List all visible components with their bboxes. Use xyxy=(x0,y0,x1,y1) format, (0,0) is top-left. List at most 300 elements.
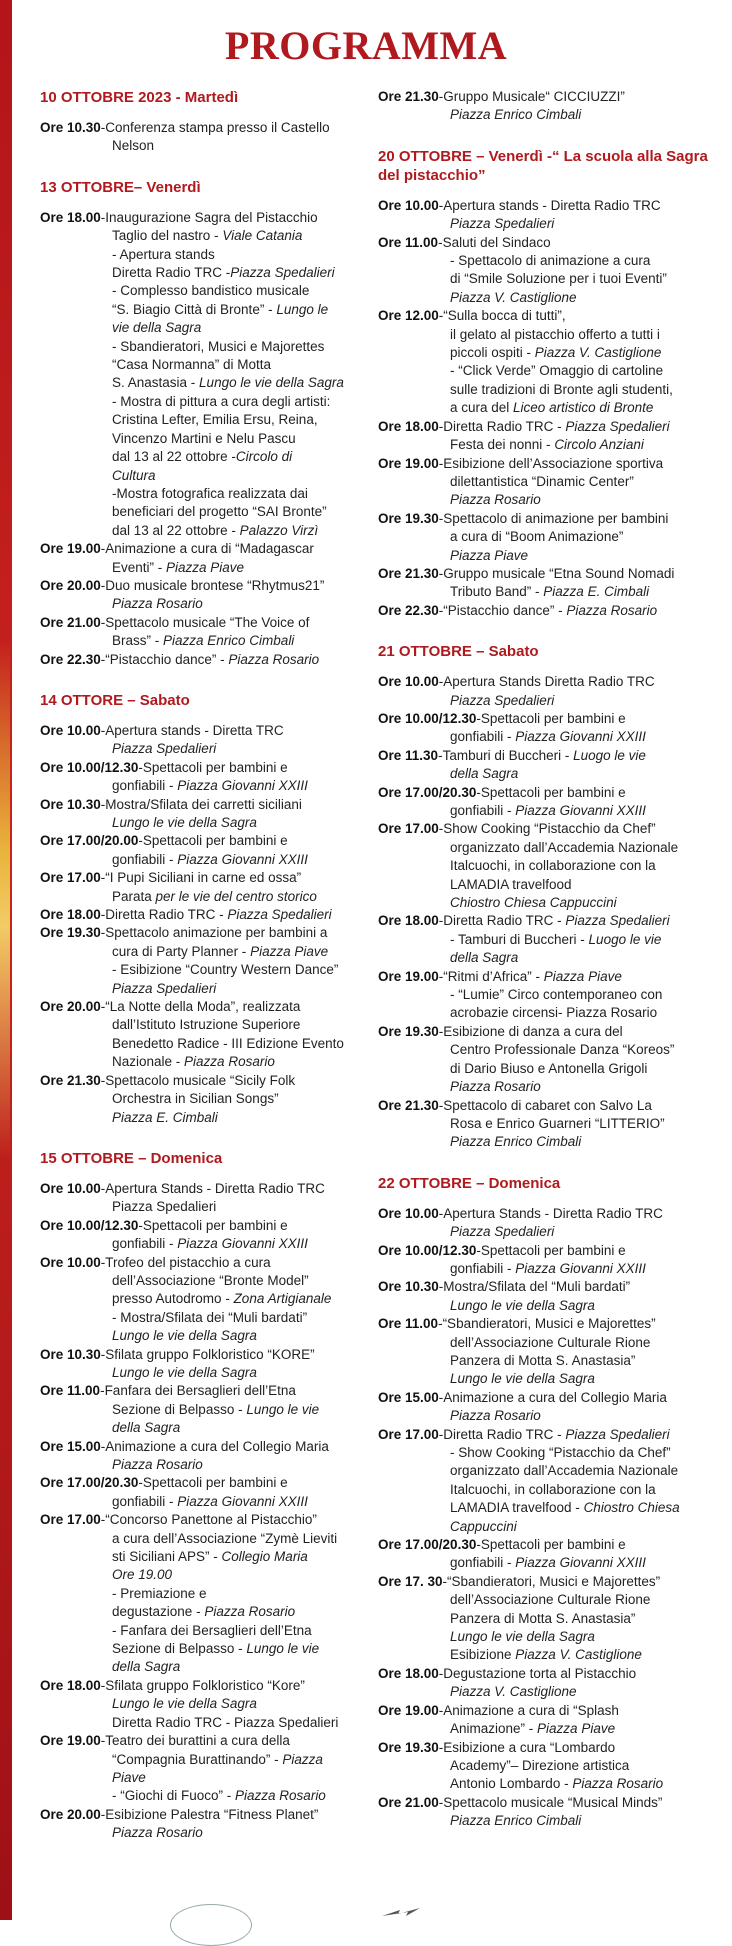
event-line xyxy=(450,362,708,380)
event-text: - “Lumie” Circo contemporaneo con xyxy=(450,987,663,1003)
event-text: Spettacolo di animazione per bambini xyxy=(443,510,669,526)
event-line xyxy=(450,1352,708,1370)
event-description xyxy=(105,869,370,887)
event-time: Ore 18.00 xyxy=(40,907,101,923)
left-column xyxy=(40,88,370,1843)
event-line xyxy=(450,1481,708,1499)
event-description xyxy=(443,565,708,583)
event-time: Ore 10.00/12.30 xyxy=(40,1217,139,1233)
event-line xyxy=(450,547,708,565)
event-time: Ore 17.00/20.30 xyxy=(378,1537,477,1553)
day-section xyxy=(40,88,370,156)
event-text: Sfilata gruppo Folkloristico “Kore” xyxy=(105,1677,305,1693)
event-place: Piave xyxy=(112,1769,146,1785)
event-description xyxy=(450,252,708,270)
event-line xyxy=(450,1004,708,1022)
event-place: Piazza Giovanni XXIII xyxy=(515,1260,646,1276)
event-description xyxy=(112,227,370,245)
event-line: Ore 10.00 - Apertura Stands Diretta Radio TRC xyxy=(378,673,708,691)
event-description xyxy=(112,1364,370,1382)
event-text: Apertura Stands - Diretta Radio TRC xyxy=(105,1180,325,1196)
event-time: Ore 17.00/20.30 xyxy=(40,1475,139,1491)
event-line xyxy=(112,777,370,795)
event-place: Piazza Rosario xyxy=(204,1604,296,1620)
event-time: Ore 10.00 xyxy=(378,674,439,690)
event-description xyxy=(112,1530,370,1548)
event-place: Piazza Giovanni XXIII xyxy=(515,729,646,745)
event-description xyxy=(112,632,370,650)
event-text: Sezione di Belpasso - xyxy=(112,1641,247,1657)
event-time: Ore 10.00 xyxy=(40,1180,101,1196)
event-description xyxy=(105,906,370,924)
event-description xyxy=(443,912,708,930)
event-description xyxy=(105,1382,370,1400)
event-description xyxy=(112,851,370,869)
event-text: Animazione” - xyxy=(450,1721,538,1737)
page-title: PROGRAMMA xyxy=(224,23,508,68)
event-place: Piazza Enrico Cimbali xyxy=(450,1134,582,1150)
event-place: Piazza Piave xyxy=(543,968,622,984)
event-place: Piazza Piave xyxy=(537,1721,616,1737)
event-text: Spettacolo animazione per bambini a xyxy=(105,925,328,941)
event-description xyxy=(443,1205,708,1223)
event-line xyxy=(450,326,708,344)
event-description xyxy=(443,510,708,528)
event-description xyxy=(450,1499,708,1517)
event-line: Ore 11.00 - Saluti del Sindaco xyxy=(378,234,708,252)
event-line: Ore 12.00 - “Sulla bocca di tutti”, xyxy=(378,307,708,325)
event-time: Ore 19.00 xyxy=(40,1733,101,1749)
event-text: organizzato dall’Accademia Nazionale xyxy=(450,839,679,855)
event-line xyxy=(112,467,370,485)
day-heading: 21 OTTOBRE – Sabato xyxy=(378,643,539,661)
event-line xyxy=(112,1035,370,1053)
event-line xyxy=(112,503,370,521)
event-place: Piazza Rosario xyxy=(184,1054,275,1070)
event-description xyxy=(112,1585,370,1603)
event-time: Ore 17.00/20.30 xyxy=(378,784,477,800)
event-description xyxy=(112,888,370,906)
event-description xyxy=(450,1683,708,1701)
left-decorative-glow xyxy=(0,640,10,1160)
event-text: Orchestra in Sicilian Songs” xyxy=(112,1091,279,1107)
event-text: a cura dell’Associazione “Zymè Lieviti xyxy=(112,1530,338,1546)
event-description xyxy=(450,1628,708,1646)
event-line xyxy=(112,393,370,411)
event-time: Ore 19.00 xyxy=(40,541,101,557)
event-description xyxy=(450,289,708,307)
event-time: Ore 10.00 xyxy=(40,722,101,738)
event-text: Italcuochi, in collaborazione con la xyxy=(450,858,656,874)
day-heading: 20 OTTOBRE – Venerdì -“ La scuola alla Sagra del pistacchio” xyxy=(378,147,708,184)
event-description xyxy=(450,1260,708,1278)
event-line: Ore 19.30 - Esibizione di danza a cura del xyxy=(378,1023,708,1041)
event-line xyxy=(450,1499,708,1517)
event-line xyxy=(450,381,708,399)
event-description xyxy=(450,215,708,233)
event-description xyxy=(450,1297,708,1315)
event-description xyxy=(481,1242,708,1260)
event-place: Lungo le vie della Sagra xyxy=(112,1696,257,1712)
event-description xyxy=(450,931,708,949)
event-place: Piazza Spedalieri xyxy=(450,216,555,232)
event-text: Taglio del nastro - xyxy=(112,228,223,244)
event-line: Ore 17.00/20.30 - Spettacoli per bambini e xyxy=(378,1536,708,1554)
event-line: Ore 17.00 - “Concorso Panettone al Pistacchio” xyxy=(40,1511,370,1529)
event-text: “Pistacchio dance” - xyxy=(443,602,567,618)
event-line xyxy=(112,246,370,264)
event-place: Piazza Spedalieri xyxy=(565,913,670,929)
event-place: Lungo le vie della Sagra xyxy=(112,815,257,830)
event-line xyxy=(112,943,370,961)
event-description xyxy=(450,106,708,124)
event-description xyxy=(443,1023,708,1041)
day-section xyxy=(40,178,370,669)
event-line xyxy=(450,1775,708,1793)
event-line xyxy=(112,632,370,650)
event-text: Spettacoli per bambini e xyxy=(480,710,626,726)
event-time: Ore 10.00/12.30 xyxy=(40,759,139,775)
event-description xyxy=(105,209,370,227)
event-line xyxy=(112,1309,370,1327)
event-description xyxy=(443,673,708,691)
event-line xyxy=(450,1444,708,1462)
event-line xyxy=(112,411,370,429)
event-text: Rosa e Enrico Guarneri “LITTERIO” xyxy=(450,1115,665,1131)
event-text: “Sbandieratori, Musici e Majorettes” xyxy=(442,1316,656,1332)
event-place: della Sagra xyxy=(450,950,519,966)
event-description xyxy=(450,1334,708,1352)
event-description xyxy=(112,1016,370,1034)
event-text: Diretta Radio TRC - xyxy=(443,418,566,434)
event-time: Ore 17.00 xyxy=(40,1512,101,1528)
right-column xyxy=(378,88,708,1831)
event-text: - Premiazione e xyxy=(112,1585,207,1601)
event-place: Piazza Rosario xyxy=(112,596,203,612)
event-time: Ore 19.00 xyxy=(378,1702,439,1718)
event-description xyxy=(450,1352,708,1370)
event-line: Ore 18.00 - Diretta Radio TRC - Piazza Spedalieri xyxy=(378,418,708,436)
event-line xyxy=(450,1260,708,1278)
event-description xyxy=(450,1041,708,1059)
event-description xyxy=(112,961,370,979)
event-description xyxy=(105,1438,370,1456)
event-description xyxy=(112,1309,370,1327)
event-place: Piazza Giovanni XXIII xyxy=(177,1236,308,1252)
day-section xyxy=(40,691,370,1127)
event-description xyxy=(443,602,708,620)
event-place: Piazza Giovanni XXIII xyxy=(177,1493,308,1509)
event-place: della Sagra xyxy=(450,766,519,782)
event-time: Ore 21.30 xyxy=(378,1097,439,1113)
event-text: Festa dei nonni - xyxy=(450,437,555,453)
day-heading: 15 OTTOBRE – Domenica xyxy=(40,1149,223,1167)
event-text: il gelato al pistacchio offerto a tutti i xyxy=(450,326,660,342)
event-line xyxy=(112,1419,370,1437)
event-description xyxy=(450,986,708,1004)
day-heading: 10 OTTOBRE 2023 - Martedì xyxy=(40,89,239,106)
event-place: Lungo le vie xyxy=(246,1641,320,1657)
event-line: Ore 10.00/12.30 - Spettacoli per bambini e xyxy=(378,1242,708,1260)
event-line: Ore 21.00 - Spettacolo musicale “The Voice of xyxy=(40,614,370,632)
event-line xyxy=(450,1646,708,1664)
event-text: Sezione di Belpasso - xyxy=(112,1401,247,1417)
event-description xyxy=(112,1824,370,1842)
event-description xyxy=(450,876,708,894)
event-time: Ore 11.00 xyxy=(40,1383,101,1399)
event-time: Ore 19.30 xyxy=(40,925,101,941)
event-description xyxy=(450,528,708,546)
event-line xyxy=(450,1297,708,1315)
event-place: per le vie del centro storico xyxy=(155,888,317,904)
event-description xyxy=(112,1090,370,1108)
event-place: Piazza Piave xyxy=(250,943,329,959)
event-time: Ore 10.00/12.30 xyxy=(378,710,477,726)
event-line xyxy=(112,356,370,374)
event-place: Piazza Spedalieri xyxy=(450,692,555,708)
event-text: gonfiabili - xyxy=(112,1493,178,1509)
event-text: - Mostra/Sfilata dei “Muli bardati” xyxy=(112,1309,308,1325)
event-line: Ore 18.00 - Degustazione torta al Pistacchio xyxy=(378,1665,708,1683)
event-line xyxy=(112,1090,370,1108)
event-description xyxy=(481,1536,708,1554)
event-text: “Sulla bocca di tutti”, xyxy=(443,308,566,324)
event-line: Ore 10.00/12.30 - Spettacoli per bambini e xyxy=(40,759,370,777)
event-line xyxy=(450,1223,708,1241)
event-description xyxy=(450,894,708,912)
event-text: Tamburi di Buccheri - xyxy=(442,747,574,763)
event-line: Ore 17.00 - Diretta Radio TRC - Piazza Spedalieri xyxy=(378,1426,708,1444)
event-line xyxy=(112,1109,370,1127)
event-line: Ore 21.30 - Gruppo musicale “Etna Sound Nomadi xyxy=(378,565,708,583)
event-text: Gruppo Musicale“ CICCIUZZI” xyxy=(443,89,625,104)
event-line: Ore 18.00 - Inaugurazione Sagra del Pistacchio xyxy=(40,209,370,227)
event-line xyxy=(112,559,370,577)
event-line xyxy=(450,1115,708,1133)
event-time: Ore 21.30 xyxy=(40,1072,101,1088)
day-section xyxy=(378,1174,708,1831)
event-text: Sfilata gruppo Folkloristico “KORE” xyxy=(105,1346,315,1362)
event-description xyxy=(443,1739,708,1757)
event-line xyxy=(112,448,370,466)
event-text: “I Pupi Siciliani in carne ed ossa” xyxy=(105,870,302,886)
event-time: Ore 22.30 xyxy=(378,602,439,618)
event-description xyxy=(450,491,708,509)
event-description xyxy=(443,234,708,252)
event-description xyxy=(450,1407,708,1425)
event-text: Animazione a cura di “Splash xyxy=(443,1702,619,1718)
event-text: - Esibizione “Country Western Dance” xyxy=(112,962,339,978)
event-line xyxy=(112,1622,370,1640)
event-line xyxy=(450,765,708,783)
event-text: piccoli ospiti - xyxy=(450,345,535,361)
event-time: Ore 10.00/12.30 xyxy=(378,1242,477,1258)
event-text: Esibizione Palestra “Fitness Planet” xyxy=(105,1806,319,1822)
event-line: Ore 10.00/12.30 - Spettacoli per bambini e xyxy=(378,710,708,728)
event-text: Spettacoli per bambini e xyxy=(142,1475,288,1491)
event-description xyxy=(112,814,370,832)
event-time: Ore 18.00 xyxy=(378,1665,439,1681)
event-text: - Mostra di pittura a cura degli artisti: xyxy=(112,393,331,409)
event-text: gonfiabili - xyxy=(112,1236,178,1252)
event-place: Lungo le vie della Sagra xyxy=(450,1629,595,1645)
event-description xyxy=(450,1481,708,1499)
event-text: Benedetto Radice - III Edizione Evento xyxy=(112,1035,344,1051)
event-description xyxy=(450,1370,708,1388)
event-line xyxy=(450,106,708,124)
event-line: Ore 22.30 - “Pistacchio dance” - Piazza Rosario xyxy=(40,651,370,669)
event-place: Viale Catania xyxy=(222,228,303,244)
event-text: dilettantistica “Dinamic Center” xyxy=(450,473,634,489)
event-line xyxy=(112,1824,370,1842)
event-line xyxy=(450,1041,708,1059)
event-text: Spettacoli per bambini e xyxy=(480,1242,626,1258)
event-time: Ore 17. 30 xyxy=(378,1573,443,1589)
event-place: Piazza Giovanni XXIII xyxy=(515,803,646,818)
event-text: Eventi” - xyxy=(112,559,167,575)
event-line: Ore 22.30 - “Pistacchio dance” - Piazza Rosario xyxy=(378,602,708,620)
event-line xyxy=(112,595,370,613)
event-line: Ore 17.00/20.30 - Spettacoli per bambini e xyxy=(378,784,708,802)
event-text: Trofeo del pistacchio a cura xyxy=(105,1254,271,1270)
event-line: Ore 21.30 - Spettacolo musicale “Sicily Folk xyxy=(40,1072,370,1090)
event-line xyxy=(450,1370,708,1388)
event-line xyxy=(112,1640,370,1658)
day-heading: 13 OTTOBRE– Venerdì xyxy=(40,178,201,196)
event-place: Zona Artigianale xyxy=(233,1291,332,1307)
event-text: - “Click Verde” Omaggio di cartoline xyxy=(450,363,664,379)
event-description xyxy=(450,857,708,875)
event-place: Luogo le vie xyxy=(588,931,662,947)
event-time: Ore 17.00 xyxy=(40,870,101,886)
event-line xyxy=(112,1658,370,1676)
event-description xyxy=(443,747,708,765)
event-text: Diretta Radio TRC - xyxy=(112,265,231,281)
event-place: vie della Sagra xyxy=(112,320,202,336)
event-text: “Casa Normanna” di Motta xyxy=(112,357,272,373)
event-description xyxy=(481,784,708,802)
event-line xyxy=(450,1683,708,1701)
event-text: Spettacoli per bambini e xyxy=(142,759,288,775)
event-text: Spettacoli per bambini e xyxy=(142,833,288,849)
event-line: Ore 10.30 - Mostra/Sfilata del “Muli bardati” xyxy=(378,1278,708,1296)
event-place: Piazza Spedalieri xyxy=(565,418,670,434)
event-line: Ore 19.30 - Spettacolo animazione per bambini a xyxy=(40,924,370,942)
event-line xyxy=(450,1554,708,1572)
event-line: Ore 20.00 - “La Notte della Moda”, realizzata xyxy=(40,998,370,1016)
event-line xyxy=(450,949,708,967)
event-line: Ore 21.00 - Spettacolo musicale “Musical Minds” xyxy=(378,1794,708,1812)
event-text: Tributo Band” - xyxy=(450,584,544,600)
event-line xyxy=(450,1628,708,1646)
event-line xyxy=(112,888,370,906)
event-text: gonfiabili - xyxy=(450,1260,516,1276)
event-description xyxy=(112,485,370,503)
event-description xyxy=(112,1695,370,1713)
event-description xyxy=(112,1053,370,1071)
event-place: Piazza Enrico Cimbali xyxy=(450,107,582,123)
event-line xyxy=(112,338,370,356)
event-text: Spettacoli per bambini e xyxy=(142,1217,288,1233)
event-text: Saluti del Sindaco xyxy=(442,234,551,250)
event-description xyxy=(112,301,370,319)
event-place: Piazza Spedalieri xyxy=(227,907,332,923)
event-place: Piazza Rosario xyxy=(572,1776,664,1792)
event-description xyxy=(105,1806,370,1824)
event-description xyxy=(112,264,370,282)
event-text: dell’Associazione Culturale Rione xyxy=(450,1334,651,1350)
event-line: Ore 10.00 - Trofeo del pistacchio a cura xyxy=(40,1254,370,1272)
event-time: Ore 17.00/20.00 xyxy=(40,833,139,849)
lightning-icon xyxy=(380,1906,430,1918)
event-text: Nelson xyxy=(112,138,155,154)
event-line xyxy=(450,399,708,417)
event-place: Piazza Spedalieri xyxy=(112,741,217,757)
event-description xyxy=(112,1566,370,1584)
event-line xyxy=(450,876,708,894)
event-time: Ore 20.00 xyxy=(40,999,101,1015)
event-time: Ore 20.00 xyxy=(40,1806,101,1822)
event-place: Chiostro Chiesa Cappuccini xyxy=(450,895,617,911)
event-place: Piazza Spedalieri xyxy=(230,265,335,281)
event-description xyxy=(450,473,708,491)
event-place: Piazza Giovanni XXIII xyxy=(177,851,308,867)
event-description xyxy=(112,503,370,521)
event-place: Piazza Rosario xyxy=(566,602,658,618)
event-description xyxy=(112,1290,370,1308)
event-line: Ore 19.00 - Teatro dei burattini a cura della xyxy=(40,1732,370,1750)
event-place: Ore 19.00 xyxy=(112,1567,173,1583)
event-time: Ore 21.30 xyxy=(378,89,439,104)
event-time: Ore 19.00 xyxy=(378,455,439,471)
event-place: Piazza Rosario xyxy=(450,1408,541,1424)
event-line xyxy=(112,1401,370,1419)
event-place: Circolo di xyxy=(235,449,293,465)
event-text: di Dario Biuso e Antonella Grigoli xyxy=(450,1060,648,1076)
event-line xyxy=(112,1787,370,1805)
event-line xyxy=(450,894,708,912)
event-time: Ore 18.00 xyxy=(40,209,101,225)
event-line: Ore 21.30 - Spettacolo di cabaret con Salvo La xyxy=(378,1097,708,1115)
event-line xyxy=(450,344,708,362)
event-line xyxy=(450,728,708,746)
event-description xyxy=(443,968,708,986)
event-line xyxy=(112,1198,370,1216)
event-description xyxy=(450,1775,708,1793)
event-line xyxy=(112,1603,370,1621)
event-line xyxy=(112,740,370,758)
event-line xyxy=(112,1327,370,1345)
event-place: Piazza Giovanni XXIII xyxy=(515,1555,646,1571)
event-description xyxy=(105,540,370,558)
event-description xyxy=(443,455,708,473)
event-description xyxy=(450,1133,708,1151)
event-line xyxy=(450,1407,708,1425)
event-line xyxy=(112,485,370,503)
event-description xyxy=(105,1254,370,1272)
event-place: Piazza Rosario xyxy=(112,1825,203,1841)
event-description xyxy=(143,759,370,777)
event-place: Lungo le vie della Sagra xyxy=(112,1328,257,1344)
event-text: organizzato dall’Accademia Nazionale xyxy=(450,1463,679,1479)
event-description xyxy=(450,1757,708,1775)
event-line xyxy=(112,1493,370,1511)
event-line: Ore 10.00 - Apertura stands - Diretta Radio TRC xyxy=(378,197,708,215)
day-section xyxy=(40,1149,370,1843)
event-description xyxy=(105,1732,370,1750)
event-line xyxy=(112,1456,370,1474)
event-text: a cura del xyxy=(450,400,514,416)
